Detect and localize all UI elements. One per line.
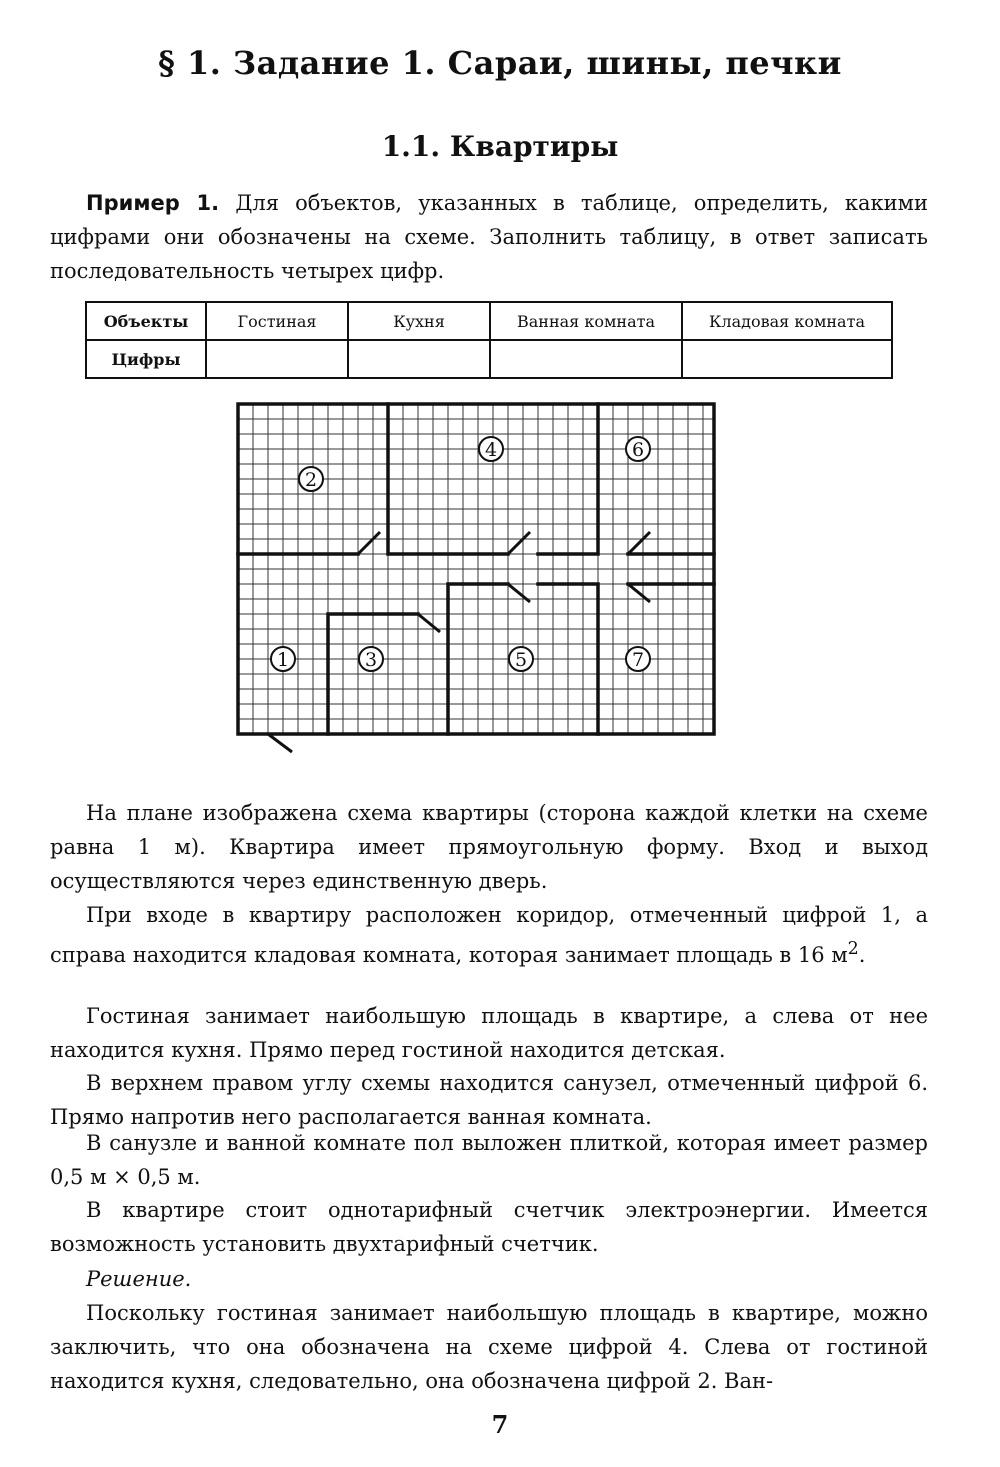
apartment-plan (220, 392, 720, 762)
svg-text:6: 6 (631, 439, 645, 461)
example-intro (50, 186, 928, 288)
svg-text:1: 1 (276, 649, 290, 671)
answer-cell[interactable] (490, 340, 682, 378)
table-header-cell: Ванная комната (490, 302, 682, 340)
answer-cell[interactable] (682, 340, 892, 378)
entrance-door (268, 734, 292, 752)
door-room-4 (508, 532, 530, 554)
door-room-2 (358, 532, 380, 554)
example-label: Пример 1. (86, 191, 220, 215)
section-title: 1.1. Квартиры (381, 130, 619, 163)
table-answer-row (86, 340, 892, 378)
room-label-7 (626, 647, 650, 671)
room-label-5 (509, 647, 533, 671)
solution-heading: Решение. (86, 1267, 192, 1291)
chapter-title: § 1. Задание 1. Сараи, шины, печки (158, 44, 842, 82)
door-room-6 (628, 532, 650, 554)
answer-cell[interactable] (206, 340, 348, 378)
room-label-6 (626, 437, 650, 461)
room-label-1 (271, 647, 295, 671)
paragraph-living-room: Гостиная занимает наибольшую площадь в квартире, а слева от нее находится кухня. Прямо перед гостиной находится детская. (50, 1004, 928, 1062)
table-header-cell: Кладовая комната (682, 302, 892, 340)
paragraph-solution: Поскольку гостиная занимает наибольшую площадь в квартире, можно заключить, что она обозначена на схеме цифрой 4. Слева от гостиной находится кухня, следовательно, она обозначена цифрой 2. Ван- (50, 1301, 928, 1393)
paragraph-bathroom: В верхнем правом углу схемы находится санузел, отмеченный цифрой 6. Прямо напротив него располагается ванная комната. (50, 1071, 928, 1129)
page-number: 7 (491, 1410, 509, 1439)
table-header-cell: Кухня (348, 302, 490, 340)
svg-text:3: 3 (364, 649, 378, 671)
paragraph-corridor: При входе в квартиру расположен коридор, отмеченный цифрой 1, а справа находится кладовая комната, которая занимает площадь в 16 $м^2$. (50, 903, 928, 967)
answer-table (85, 301, 893, 379)
table-header-cell: Гостиная (206, 302, 348, 340)
answer-cell[interactable] (348, 340, 490, 378)
example-text: Для объектов, указанных в таблице, определить, какими цифрами они обозначены на схеме. Заполнить таблицу, в ответ записать последовательность четырех цифр. (50, 191, 928, 283)
room-label-4 (479, 437, 503, 461)
room-label-2 (299, 467, 323, 491)
table-row-label-digits: Цифры (86, 340, 206, 378)
paragraph-tiles: В санузле и ванной комнате пол выложен плиткой, которая имеет размер 0,5 м × 0,5 м. (50, 1131, 928, 1189)
svg-text:7: 7 (631, 649, 645, 671)
paragraph-plan-description: На плане изображена схема квартиры (сторона каждой клетки на схеме равна 1 м). Квартира имеет прямоугольную форму. Вход и выход осуществляются через единственную дверь. (50, 801, 928, 893)
svg-text:5: 5 (514, 649, 528, 671)
room-label-3 (359, 647, 383, 671)
svg-text:4: 4 (484, 439, 498, 461)
svg-text:2: 2 (304, 469, 318, 491)
table-row-label-objects: Объекты (86, 302, 206, 340)
paragraph-meter: В квартире стоит однотарифный счетчик электроэнергии. Имеется возможность установить двухтарифный счетчик. (50, 1198, 928, 1256)
table-header-row (86, 302, 892, 340)
